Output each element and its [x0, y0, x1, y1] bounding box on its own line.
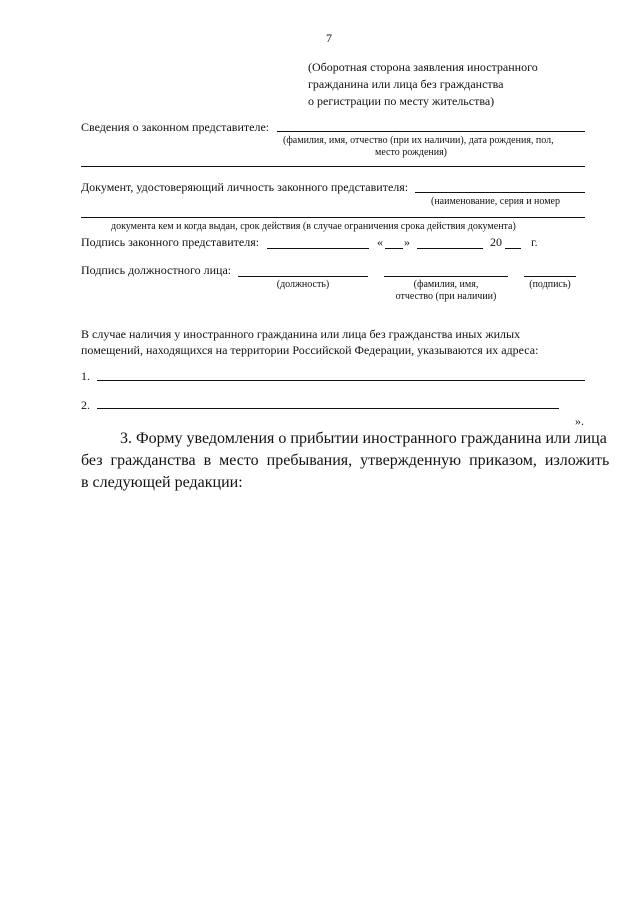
- date-year-suffix: г.: [531, 235, 538, 249]
- date-month-field[interactable]: [417, 248, 483, 249]
- date-year-field[interactable]: [505, 248, 521, 249]
- official-name-hint-2: отчество (при наличии): [395, 291, 497, 302]
- id-document-field-continued[interactable]: [81, 217, 585, 218]
- address-item-2-label: 2.: [81, 398, 90, 412]
- legal-rep-hint-2: место рождения): [375, 147, 448, 158]
- legal-rep-field-continued[interactable]: [81, 166, 585, 167]
- official-signature-label: Подпись должностного лица:: [81, 263, 232, 277]
- other-premises-text-1: В случае наличия у иностранного гражданина или лица без гражданства иных жилых: [81, 327, 521, 341]
- address-2-field[interactable]: [97, 408, 559, 409]
- date-year-prefix: 20: [490, 235, 502, 249]
- official-signature-field[interactable]: [524, 276, 576, 277]
- header-line-2: гражданина или лица без гражданства: [308, 77, 504, 91]
- id-document-label: Документ, удостоверяющий личность законного представителя:: [81, 180, 409, 194]
- official-position-hint: (должность): [276, 279, 330, 290]
- id-document-hint-continued: документа кем и когда выдан, срок действия (в случае ограничения срока действия документа): [111, 221, 516, 232]
- date-day-field[interactable]: [385, 248, 403, 249]
- closing-quote: ».: [575, 414, 584, 428]
- paragraph-3-line-3: в следующей редакции:: [81, 474, 243, 491]
- official-signature-hint: (подпись): [529, 279, 571, 290]
- id-document-hint: (наименование, серия и номер: [431, 196, 560, 207]
- address-1-field[interactable]: [97, 380, 585, 381]
- header-line-3: о регистрации по месту жительства): [308, 94, 495, 108]
- address-item-1-label: 1.: [81, 369, 90, 383]
- rep-signature-field[interactable]: [267, 248, 369, 249]
- official-name-field[interactable]: [384, 276, 508, 277]
- paragraph-3-line-1: 3. Форму уведомления о прибытии иностранного гражданина или лица: [120, 430, 607, 447]
- page-number: 7: [326, 31, 332, 45]
- id-document-field[interactable]: [415, 192, 585, 193]
- official-name-hint-1: (фамилия, имя,: [413, 279, 479, 290]
- legal-rep-field[interactable]: [277, 131, 585, 132]
- date-quote-close: »: [404, 235, 410, 249]
- paragraph-3-line-2: без гражданства в место пребывания, утвержденную приказом, изложить: [81, 452, 610, 469]
- date-quote-open: «: [377, 235, 383, 249]
- official-position-field[interactable]: [238, 276, 368, 277]
- header-line-1: (Оборотная сторона заявления иностранного: [308, 60, 538, 74]
- legal-rep-label: Сведения о законном представителе:: [81, 120, 270, 134]
- legal-rep-hint-1: (фамилия, имя, отчество (при их наличии), дата рождения, пол,: [283, 135, 554, 146]
- other-premises-text-2: помещений, находящихся на территории Российской Федерации, указываются их адреса:: [81, 343, 539, 357]
- rep-signature-label: Подпись законного представителя:: [81, 235, 260, 249]
